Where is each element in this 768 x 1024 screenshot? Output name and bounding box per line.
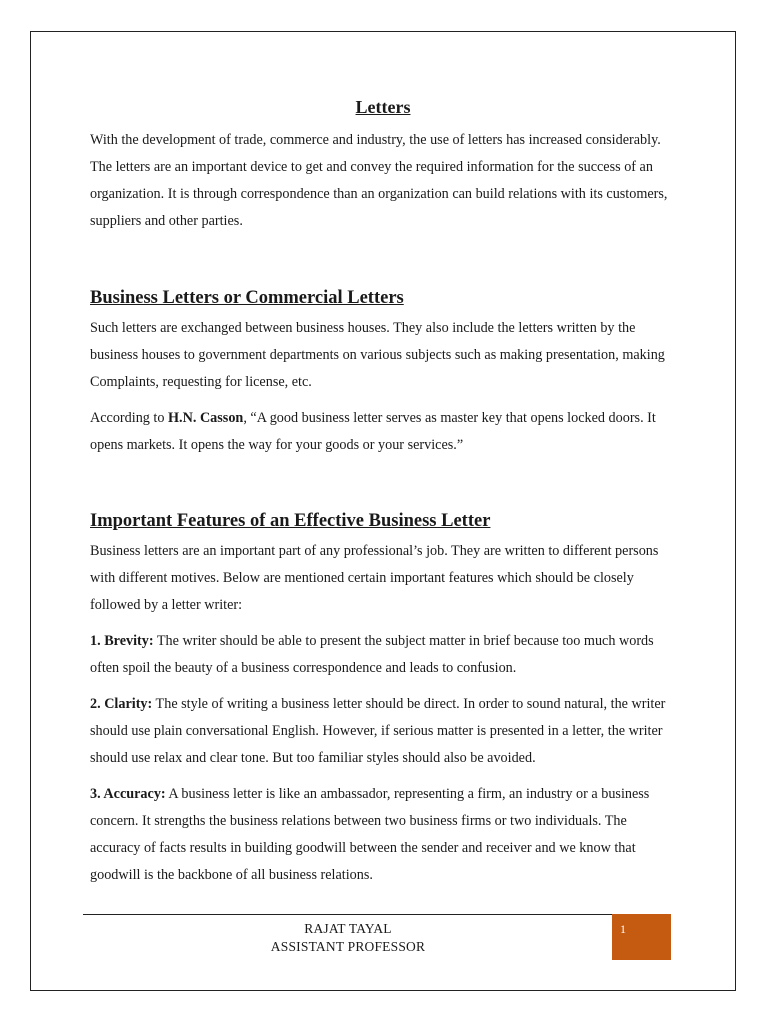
footer-name: RAJAT TAYAL [304,921,392,936]
quote-text: , “A good business letter serves as master key that opens locked doors. It opens markets. It opens the way for your goods or your services.” [90,410,656,453]
footer-author [83,920,613,956]
feature-label: 1. Brevity: [90,633,154,649]
feature-clarity [90,691,680,772]
feature-brevity [90,628,680,682]
feature-text: A business letter is like an ambassador, representing a firm, an industry or a business concern. It strengths the business relations between two business firms or two individuals. The accuracy of facts results in building goodwill between the sender and receiver and we know that goodwill is the backbone of all business relations. [90,786,650,883]
features-intro-paragraph: Business letters are an important part of any professional’s job. They are written to different persons with different motives. Below are mentioned certain important features which should be closely followed by a letter writer: [90,543,659,613]
document-page [30,31,736,991]
quote-author: H.N. Casson [168,410,244,426]
document-body [90,127,680,889]
page-number-badge: 1 [612,914,671,960]
section-heading-important-features: Important Features of an Effective Business Letter [90,511,491,531]
feature-text: The style of writing a business letter should be direct. In order to sound natural, the writer should use plain conversational English. However, if serious matter is presented in a letter, the writer should use relax and clear tone. But too familiar styles should also be avoided. [90,696,666,766]
quote-prefix: According to [90,410,169,426]
section-heading-business-letters: Business Letters or Commercial Letters [90,288,404,308]
document-title: Letters [355,97,411,117]
footer-role: ASSISTANT PROFESSOR [270,939,426,954]
intro-paragraph: With the development of trade, commerce and industry, the use of letters has increased considerably. The letters are an important device to get and convey the required information for the success of an organization. It is through correspondence than an organization can build relations with its customers, suppliers and other parties. [90,132,668,229]
footer-divider [83,914,613,915]
business-letters-paragraph: Such letters are exchanged between business houses. They also include the letters written by the business houses to government departments on various subjects such as making presentation, making Complaints, requesting for license, etc. [90,320,665,390]
feature-label: 3. Accuracy: [90,786,166,802]
casson-quote-paragraph [90,405,680,459]
feature-label: 2. Clarity: [90,696,153,712]
feature-text: The writer should be able to present the subject matter in brief because too much words often spoil the beauty of a business correspondence and leads to confusion. [90,633,654,676]
feature-accuracy [90,781,680,889]
